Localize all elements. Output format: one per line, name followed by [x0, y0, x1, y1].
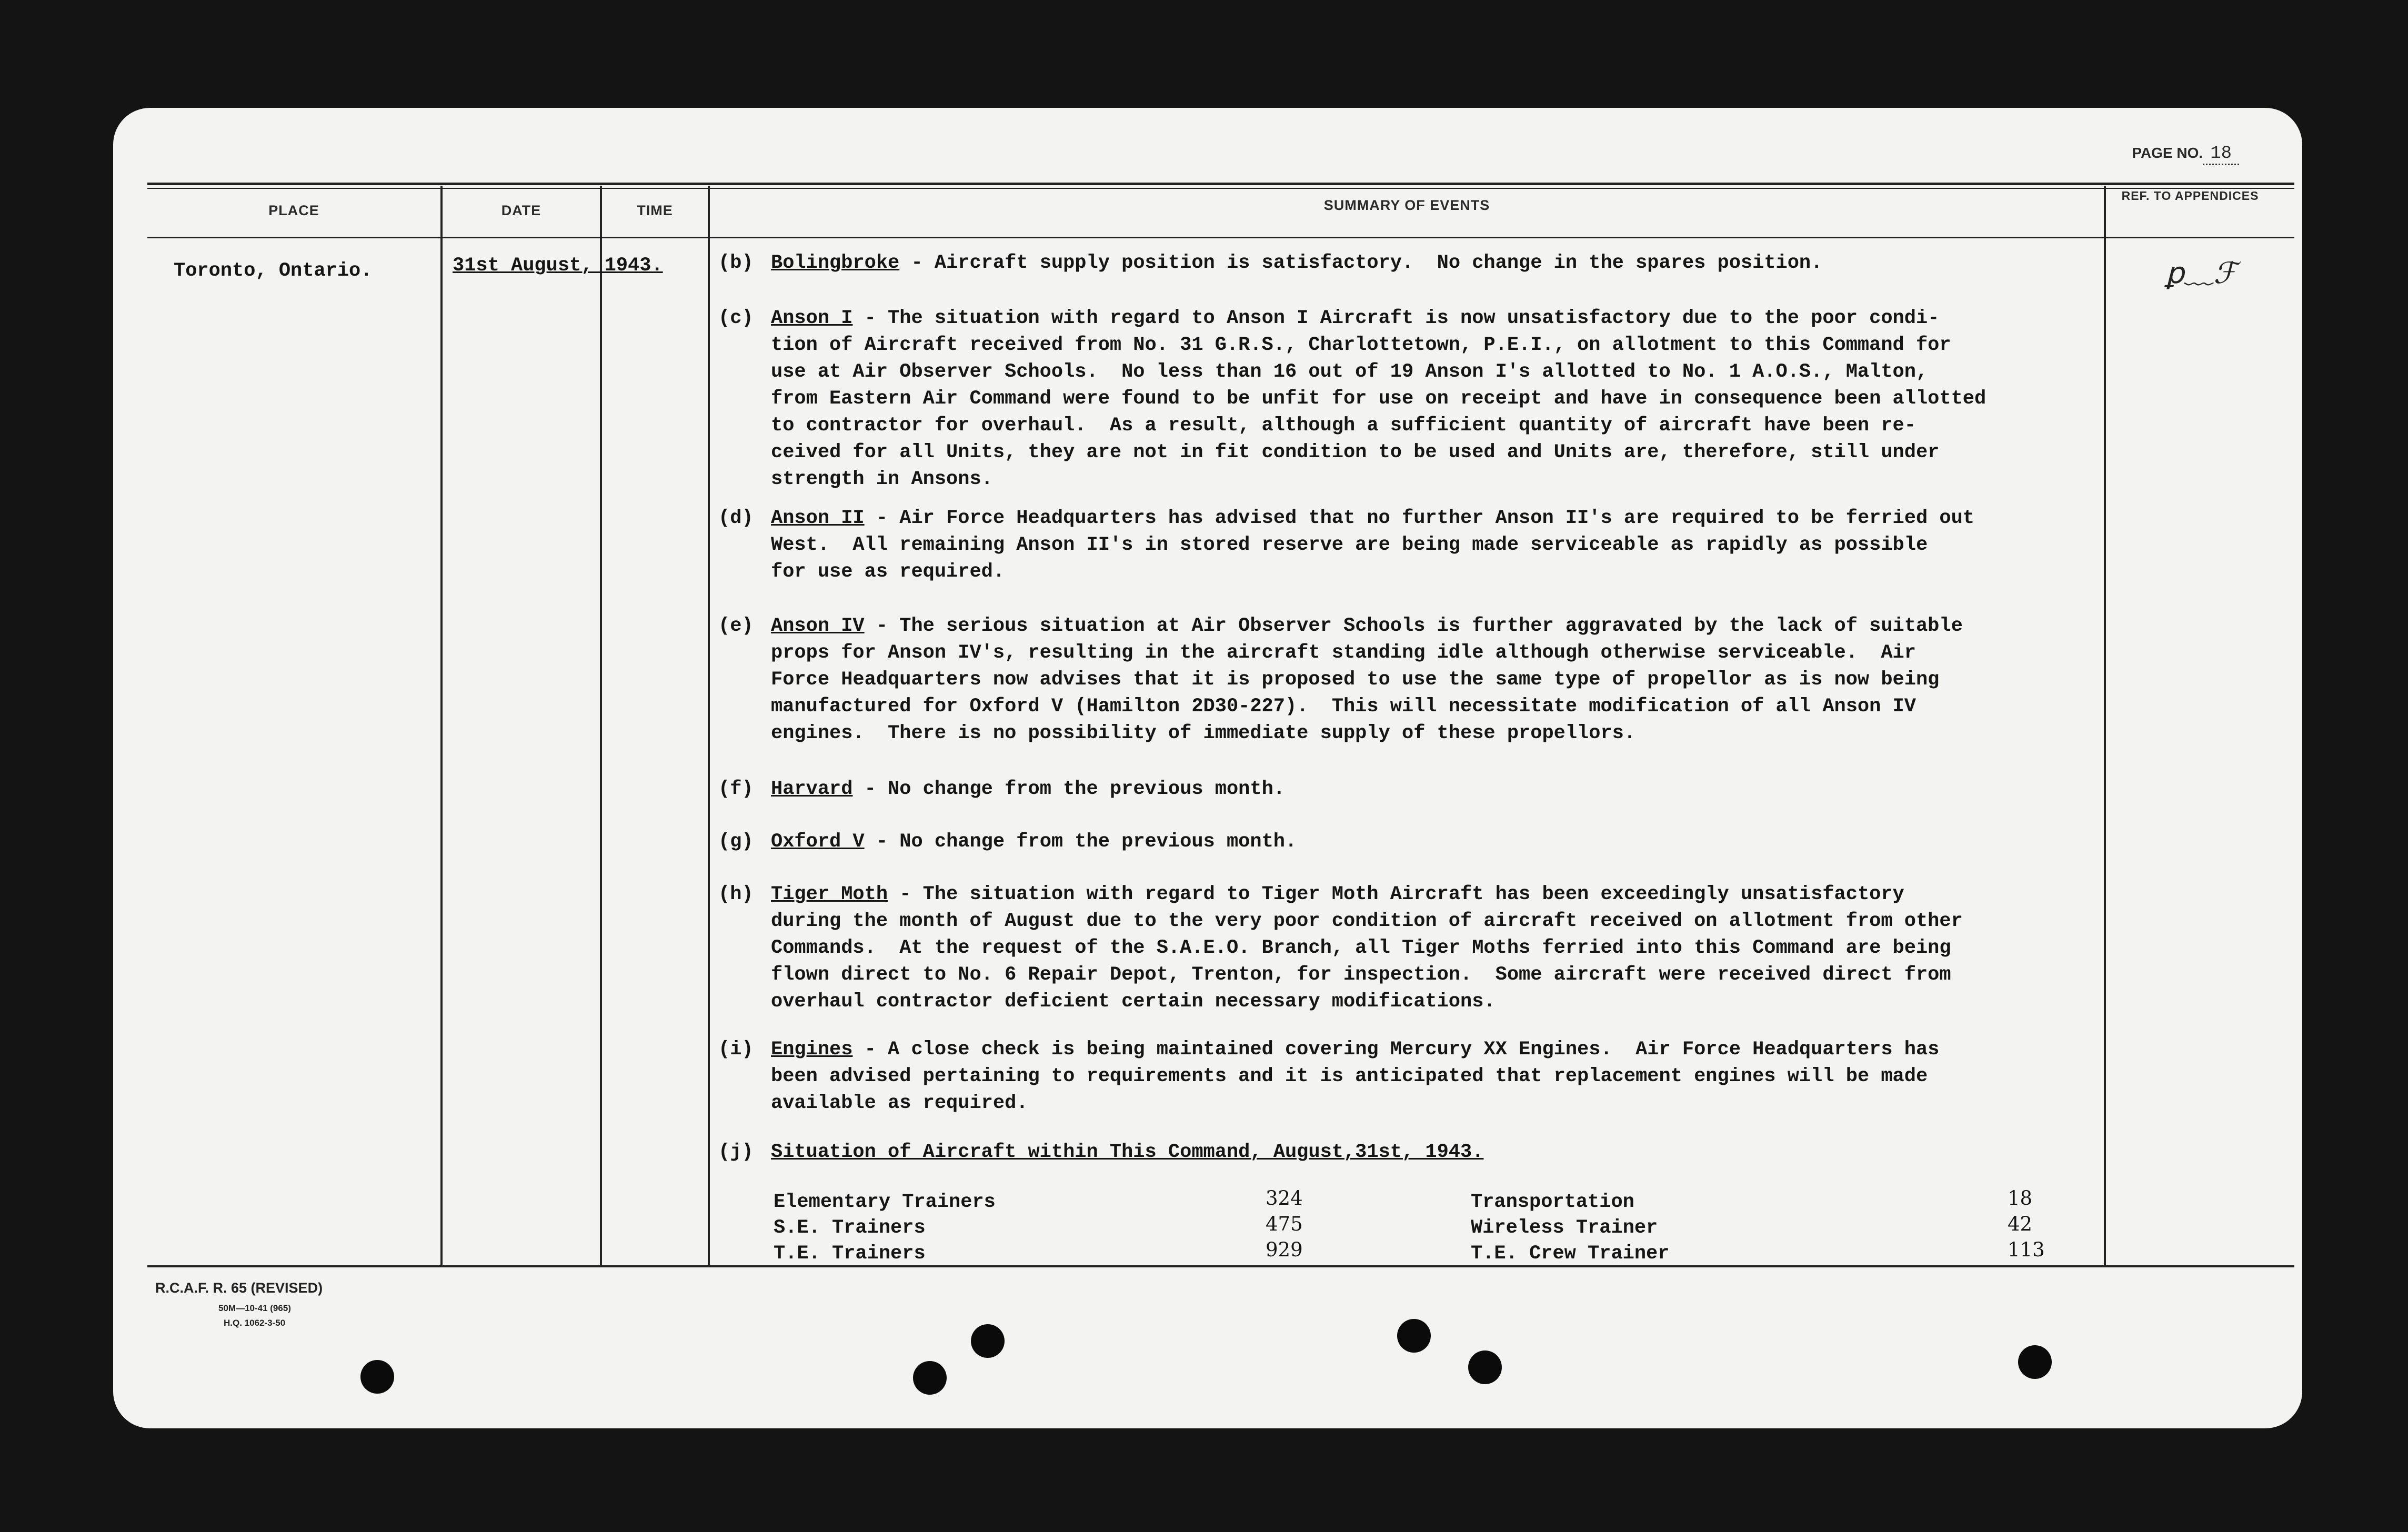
situation-row-label: S.E. Trainers	[774, 1217, 926, 1239]
header-top-rule	[147, 183, 2294, 185]
punch-hole	[1397, 1319, 1431, 1353]
bottom-rule	[147, 1265, 2294, 1267]
form-hq-line: H.Q. 1062-3-50	[224, 1318, 286, 1328]
item-line: use at Air Observer Schools. No less than 16 out of 19 Anson I's allotted to No. 1 A.O.S., Malton,	[771, 361, 1928, 383]
item-marker: (e)	[718, 615, 754, 637]
item-marker: (b)	[718, 252, 754, 274]
page-number-label: PAGE NO.	[2132, 145, 2203, 161]
item-line: been advised pertaining to requirements and it is anticipated that replacement engines will be made	[771, 1065, 1928, 1087]
item-g-text	[771, 829, 1297, 855]
item-title: Oxford V	[771, 831, 865, 853]
item-line: - A close check is being maintained covering Mercury XX Engines. Air Force Headquarters has	[852, 1039, 1940, 1061]
item-marker: (d)	[718, 507, 754, 529]
punch-hole	[913, 1361, 947, 1395]
header-summary: SUMMARY OF EVENTS	[1323, 197, 1490, 213]
situation-row-value: 42	[2008, 1213, 2033, 1235]
item-line: flown direct to No. 6 Repair Depot, Trenton, for inspection. Some aircraft were received direct from	[771, 964, 1951, 986]
entry-place: Toronto, Ontario.	[174, 260, 373, 282]
item-marker: (g)	[718, 831, 754, 853]
item-line: to contractor for overhaul. As a result, although a sufficient quantity of aircraft have been re-	[771, 415, 1916, 437]
handwritten-initials: ꝑ﹏ℱ	[2165, 256, 2237, 290]
page-number-value: 18	[2203, 144, 2239, 165]
situation-row-label: Elementary Trainers	[774, 1191, 996, 1213]
item-line: Force Headquarters now advises that it is proposed to use the same type of propellor as is now being	[771, 669, 1940, 691]
item-marker: (c)	[718, 307, 754, 329]
header-place: PLACE	[268, 203, 319, 218]
item-line: Commands. At the request of the S.A.E.O. Branch, all Tiger Moths ferried into this Command are being	[771, 937, 1951, 959]
item-title: Bolingbroke	[771, 252, 900, 274]
form-print-line: 50M—10-41 (965)	[218, 1303, 291, 1313]
item-line: for use as required.	[771, 561, 1005, 583]
punch-hole	[2018, 1345, 2052, 1379]
item-line: - The situation with regard to Tiger Moth Aircraft has been exceedingly unsatisfactory	[888, 883, 1904, 905]
header-ref: REF. TO APPENDICES	[2121, 189, 2259, 203]
situation-row-label: Transportation	[1471, 1191, 1634, 1213]
item-j-text	[771, 1139, 1483, 1166]
punch-hole	[971, 1324, 1005, 1358]
item-line: ceived for all Units, they are not in fit condition to be used and Units are, therefore, still under	[771, 441, 1940, 463]
item-h-text	[771, 881, 1963, 1015]
page-number	[2132, 144, 2239, 164]
form-card	[113, 108, 2302, 1428]
col-divider-time	[708, 186, 710, 1266]
situation-row-value: 475	[1266, 1213, 1303, 1235]
situation-row-label: T.E. Trainers	[774, 1243, 926, 1265]
item-line: West. All remaining Anson II's in stored reserve are being made serviceable as rapidly as possible	[771, 534, 1928, 556]
item-line: manufactured for Oxford V (Hamilton 2D30-227). This will necessitate modification of all Anson IV	[771, 696, 1916, 718]
situation-row-value: 113	[2008, 1238, 2045, 1261]
item-line: - The situation with regard to Anson I Aircraft is now unsatisfactory due to the poor condi-	[852, 307, 1940, 329]
item-line: from Eastern Air Command were found to be unfit for use on receipt and have in consequence been allotted	[771, 388, 1986, 410]
item-title: Anson II	[771, 507, 865, 529]
item-marker: (f)	[718, 778, 754, 800]
item-line: during the month of August due to the very poor condition of aircraft received on allotment from other	[771, 910, 1963, 932]
situation-row-value: 324	[1266, 1187, 1303, 1210]
col-divider-place	[440, 186, 443, 1266]
item-title: Harvard	[771, 778, 853, 800]
item-line: engines. There is no possibility of immediate supply of these propellors.	[771, 722, 1636, 744]
item-marker: (i)	[718, 1039, 754, 1061]
situation-row-label: T.E. Crew Trainer	[1471, 1243, 1670, 1265]
punch-hole	[360, 1360, 394, 1394]
item-title: Engines	[771, 1039, 853, 1061]
header-bottom-rule	[147, 237, 2294, 238]
item-i-text	[771, 1036, 1939, 1117]
item-line: - Air Force Headquarters has advised that no further Anson II's are required to be ferried out	[864, 507, 1974, 529]
item-line: available as required.	[771, 1092, 1028, 1114]
form-number: R.C.A.F. R. 65 (REVISED)	[155, 1280, 323, 1296]
item-marker: (j)	[718, 1141, 754, 1163]
col-divider-date	[600, 186, 602, 1266]
item-b-text	[771, 250, 1822, 277]
item-title: Tiger Moth	[771, 883, 888, 905]
item-line: - No change from the previous month.	[852, 778, 1285, 800]
item-line: props for Anson IV's, resulting in the aircraft standing idle although otherwise serviceable. Air	[771, 642, 1916, 664]
item-title: Anson I	[771, 307, 853, 329]
item-f-text	[771, 776, 1285, 803]
header-time: TIME	[637, 203, 673, 218]
item-title: Situation of Aircraft within This Command, August,31st, 1943.	[771, 1141, 1484, 1163]
item-line: tion of Aircraft received from No. 31 G.R.S., Charlottetown, P.E.I., on allotment to this Command for	[771, 334, 1951, 356]
item-title: Anson IV	[771, 615, 865, 637]
situation-row-label: Wireless Trainer	[1471, 1217, 1658, 1239]
header-top-rule-2	[147, 188, 2294, 189]
item-line: overhaul contractor deficient certain necessary modifications.	[771, 991, 1496, 1013]
item-line: - The serious situation at Air Observer Schools is further aggravated by the lack of suitable	[864, 615, 1963, 637]
header-date: DATE	[501, 203, 541, 218]
item-line: - No change from the previous month.	[864, 831, 1297, 853]
item-line: - Aircraft supply position is satisfactory. No change in the spares position.	[899, 252, 1823, 274]
punch-hole	[1468, 1350, 1502, 1384]
item-line: strength in Ansons.	[771, 468, 993, 490]
item-c-text	[771, 305, 1986, 493]
entry-date: 31st August, 1943.	[453, 255, 663, 277]
situation-row-value: 929	[1266, 1238, 1303, 1261]
item-e-text	[771, 613, 1963, 747]
col-divider-summary	[2104, 186, 2106, 1266]
item-marker: (h)	[718, 883, 754, 905]
situation-row-value: 18	[2008, 1187, 2033, 1210]
item-d-text	[771, 505, 1974, 586]
